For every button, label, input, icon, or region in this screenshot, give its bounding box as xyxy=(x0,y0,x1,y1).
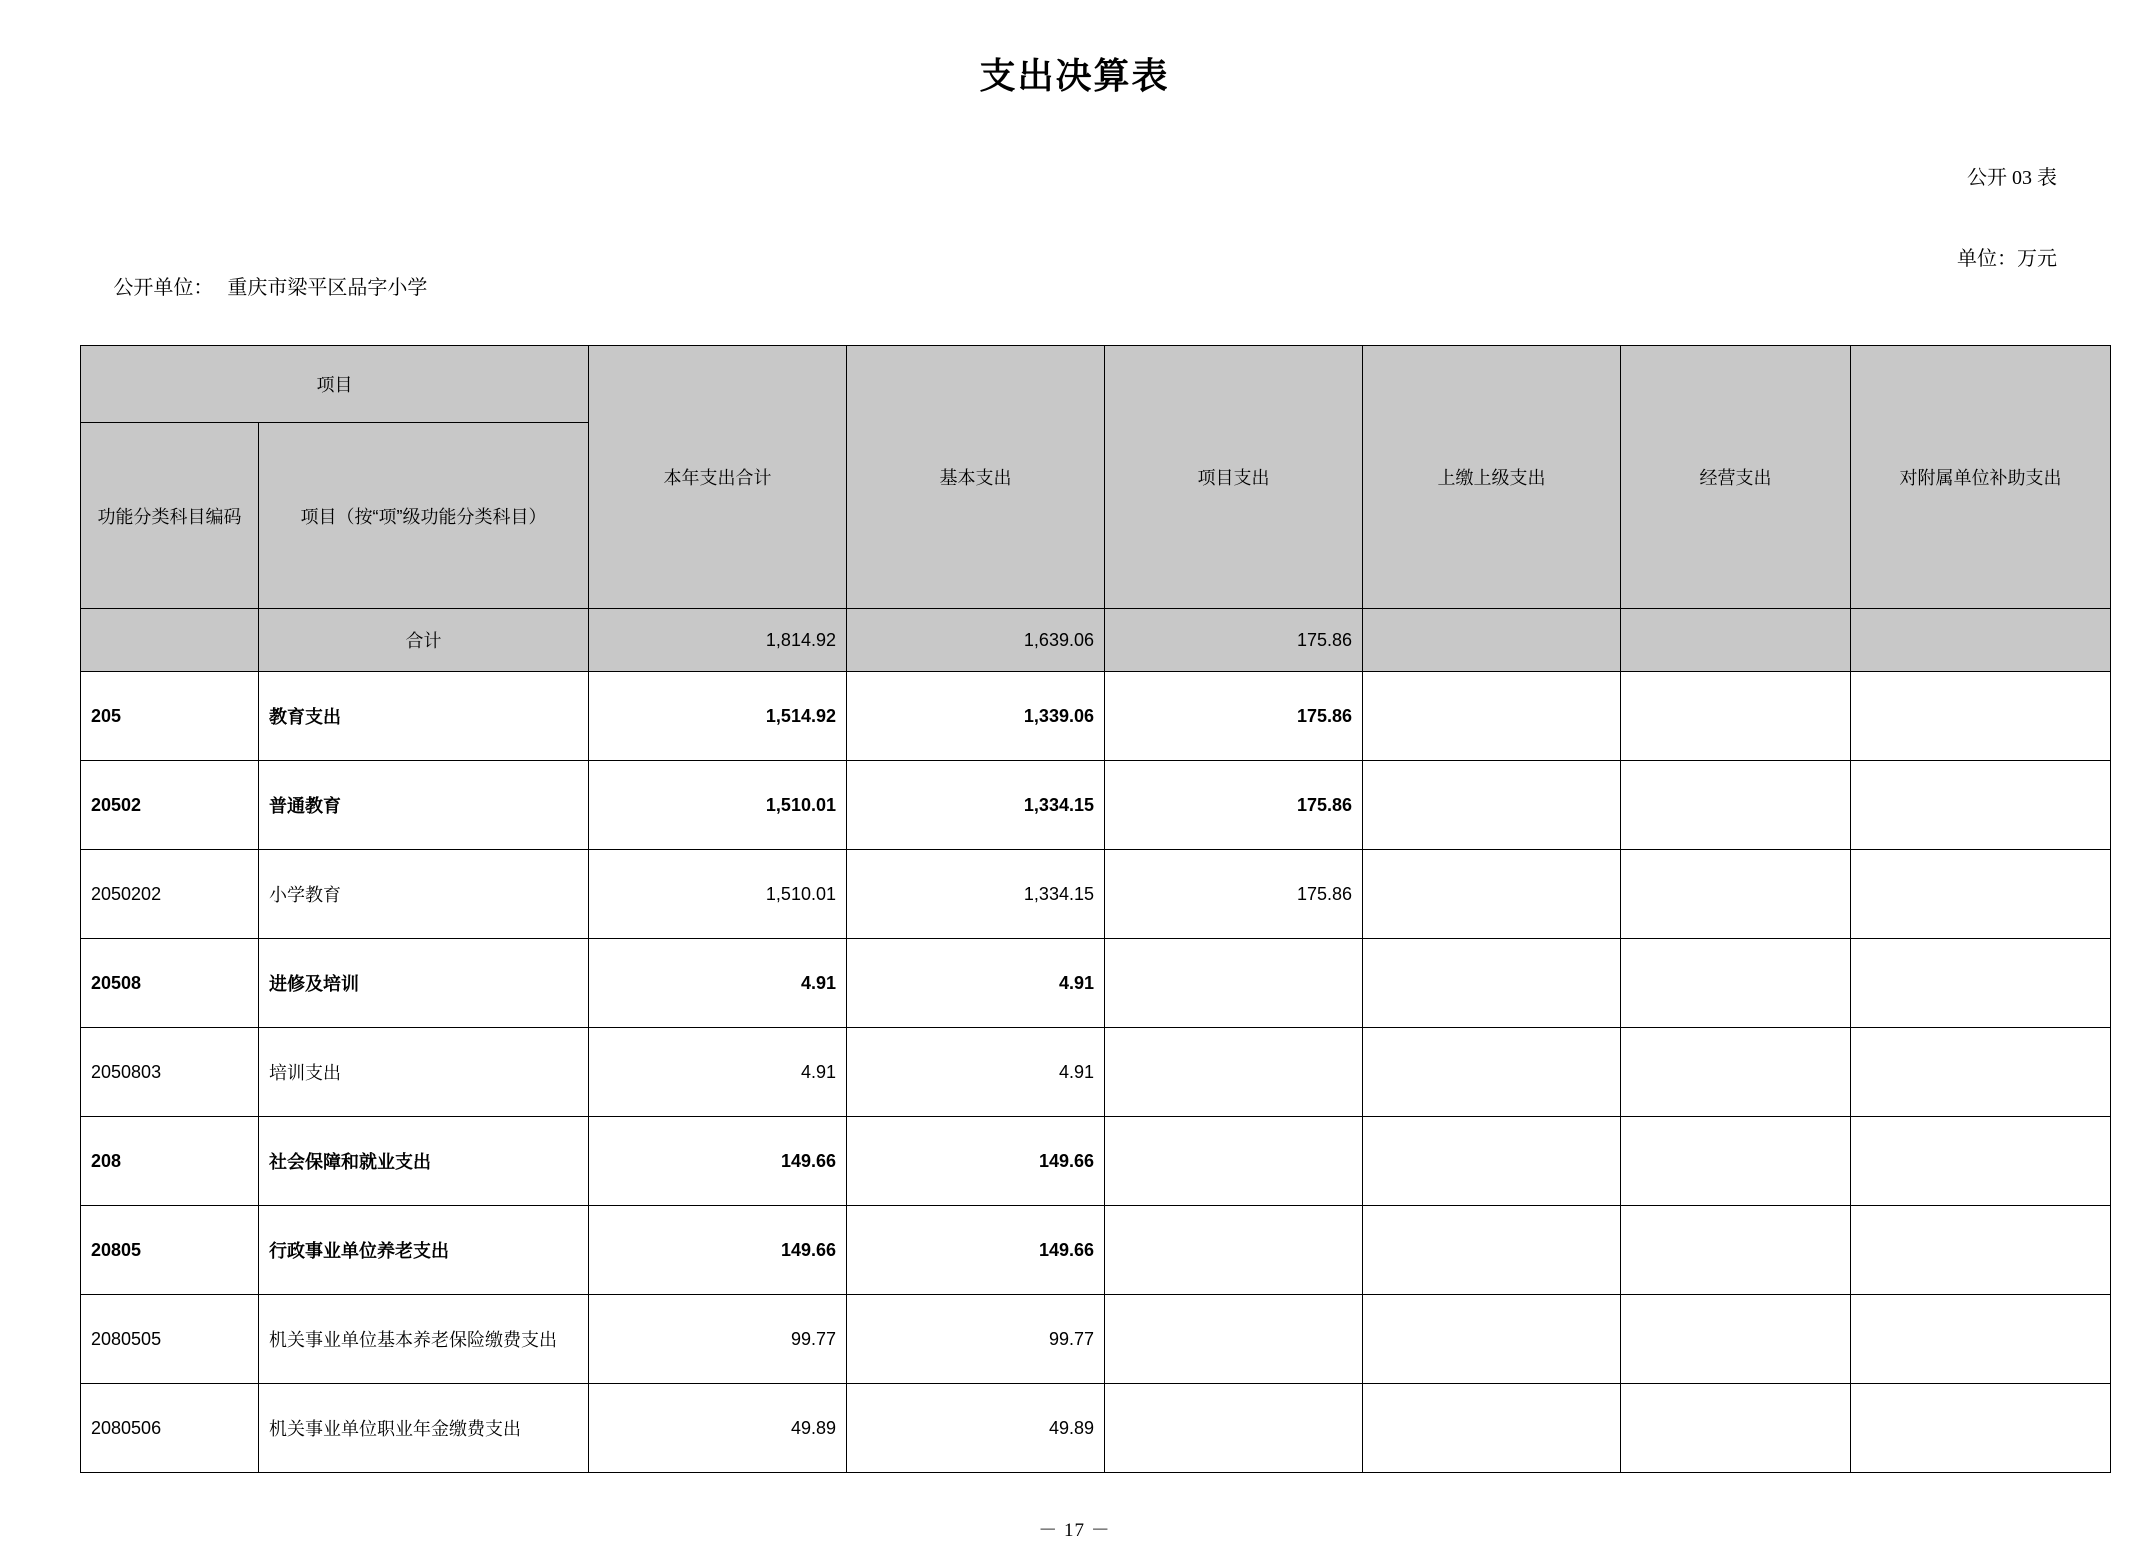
row-value-5 xyxy=(1851,1295,2111,1384)
row-value-0: 149.66 xyxy=(589,1117,847,1206)
table-row xyxy=(81,1295,2111,1384)
row-value-3 xyxy=(1363,850,1621,939)
row-value-1: 1,334.15 xyxy=(847,850,1105,939)
header-col-name: 项目（按“项”级功能分类科目） xyxy=(259,423,589,609)
row-name: 机关事业单位基本养老保险缴费支出 xyxy=(259,1295,589,1384)
row-value-1: 99.77 xyxy=(847,1295,1105,1384)
row-value-1: 149.66 xyxy=(847,1206,1105,1295)
row-value-2: 175.86 xyxy=(1105,850,1363,939)
row-name: 社会保障和就业支出 xyxy=(259,1117,589,1206)
table-row xyxy=(81,1384,2111,1473)
page-number: － 17 － xyxy=(1038,1520,1111,1541)
row-code: 20805 xyxy=(81,1206,259,1295)
table-row xyxy=(81,1028,2111,1117)
row-name: 普通教育 xyxy=(259,761,589,850)
row-value-4 xyxy=(1621,1384,1851,1473)
row-value-4 xyxy=(1621,672,1851,761)
row-value-2 xyxy=(1105,1206,1363,1295)
row-value-1: 1,339.06 xyxy=(847,672,1105,761)
row-value-3 xyxy=(1363,939,1621,1028)
row-code: 208 xyxy=(81,1117,259,1206)
page-title: 支出决算表 xyxy=(979,55,1170,96)
row-value-0: 149.66 xyxy=(589,1206,847,1295)
total-value-3 xyxy=(1363,609,1621,672)
row-value-0: 49.89 xyxy=(589,1384,847,1473)
row-value-4 xyxy=(1621,1117,1851,1206)
row-value-2: 175.86 xyxy=(1105,761,1363,850)
row-value-3 xyxy=(1363,672,1621,761)
table-header xyxy=(81,346,2111,609)
row-name: 培训支出 xyxy=(259,1028,589,1117)
row-value-3 xyxy=(1363,1206,1621,1295)
table-body xyxy=(81,609,2111,1473)
row-value-1: 149.66 xyxy=(847,1117,1105,1206)
row-value-3 xyxy=(1363,1295,1621,1384)
table-row-total xyxy=(81,609,2111,672)
row-value-1: 1,334.15 xyxy=(847,761,1105,850)
row-value-0: 4.91 xyxy=(589,939,847,1028)
row-value-2 xyxy=(1105,1295,1363,1384)
total-value-4 xyxy=(1621,609,1851,672)
row-value-5 xyxy=(1851,1206,2111,1295)
table-row xyxy=(81,939,2111,1028)
row-value-5 xyxy=(1851,939,2111,1028)
row-value-0: 1,510.01 xyxy=(589,761,847,850)
table-row xyxy=(81,1206,2111,1295)
header-group-project: 项目 xyxy=(81,346,589,423)
row-value-5 xyxy=(1851,761,2111,850)
total-value-0: 1,814.92 xyxy=(589,609,847,672)
row-name: 机关事业单位职业年金缴费支出 xyxy=(259,1384,589,1473)
row-value-4 xyxy=(1621,939,1851,1028)
row-value-0: 1,514.92 xyxy=(589,672,847,761)
total-value-1: 1,639.06 xyxy=(847,609,1105,672)
row-name: 教育支出 xyxy=(259,672,589,761)
row-name: 进修及培训 xyxy=(259,939,589,1028)
row-value-2 xyxy=(1105,1028,1363,1117)
row-value-3 xyxy=(1363,761,1621,850)
row-value-5 xyxy=(1851,850,2111,939)
currency-unit-label: 单位：万元 xyxy=(1957,248,2057,270)
row-code: 2050803 xyxy=(81,1028,259,1117)
row-value-4 xyxy=(1621,1206,1851,1295)
expenditure-table xyxy=(80,345,2111,1473)
header-col-code: 功能分类科目编码 xyxy=(81,423,259,609)
row-value-2 xyxy=(1105,939,1363,1028)
row-value-1: 49.89 xyxy=(847,1384,1105,1473)
row-name: 行政事业单位养老支出 xyxy=(259,1206,589,1295)
table-row xyxy=(81,850,2111,939)
row-value-2: 175.86 xyxy=(1105,672,1363,761)
header-col-subsidy: 对附属单位补助支出 xyxy=(1851,346,2111,609)
table-row xyxy=(81,1117,2111,1206)
header-col-operating: 经营支出 xyxy=(1621,346,1851,609)
row-value-0: 1,510.01 xyxy=(589,850,847,939)
row-code: 20502 xyxy=(81,761,259,850)
row-value-4 xyxy=(1621,1295,1851,1384)
row-code: 2080505 xyxy=(81,1295,259,1384)
publisher-name: 重庆市梁平区品字小学 xyxy=(227,277,428,299)
total-value-2: 175.86 xyxy=(1105,609,1363,672)
row-value-3 xyxy=(1363,1384,1621,1473)
row-value-1: 4.91 xyxy=(847,939,1105,1028)
row-name: 小学教育 xyxy=(259,850,589,939)
row-code: 2080506 xyxy=(81,1384,259,1473)
row-code: 205 xyxy=(81,672,259,761)
row-value-4 xyxy=(1621,850,1851,939)
row-value-1: 4.91 xyxy=(847,1028,1105,1117)
publisher-label: 公开单位： xyxy=(113,277,214,299)
row-value-5 xyxy=(1851,1028,2111,1117)
row-value-2 xyxy=(1105,1384,1363,1473)
total-code xyxy=(81,609,259,672)
row-value-4 xyxy=(1621,1028,1851,1117)
row-value-4 xyxy=(1621,761,1851,850)
table-row xyxy=(81,672,2111,761)
row-value-2 xyxy=(1105,1117,1363,1206)
row-code: 2050202 xyxy=(81,850,259,939)
row-value-3 xyxy=(1363,1117,1621,1206)
row-value-5 xyxy=(1851,1117,2111,1206)
header-col-basic: 基本支出 xyxy=(847,346,1105,609)
row-value-3 xyxy=(1363,1028,1621,1117)
total-value-5 xyxy=(1851,609,2111,672)
meta-row xyxy=(80,242,2069,323)
table-row xyxy=(81,761,2111,850)
header-col-total: 本年支出合计 xyxy=(589,346,847,609)
row-value-5 xyxy=(1851,672,2111,761)
header-col-project: 项目支出 xyxy=(1105,346,1363,609)
header-col-upper-level: 上缴上级支出 xyxy=(1363,346,1621,609)
total-name: 合计 xyxy=(259,609,589,672)
row-value-0: 4.91 xyxy=(589,1028,847,1117)
row-value-5 xyxy=(1851,1384,2111,1473)
publisher-block xyxy=(80,248,427,323)
header-row-group xyxy=(81,346,2111,423)
sheet-number: 公开 03 表 xyxy=(1967,167,2057,189)
document-page xyxy=(0,48,2149,1568)
row-code: 20508 xyxy=(81,939,259,1028)
row-value-0: 99.77 xyxy=(589,1295,847,1384)
